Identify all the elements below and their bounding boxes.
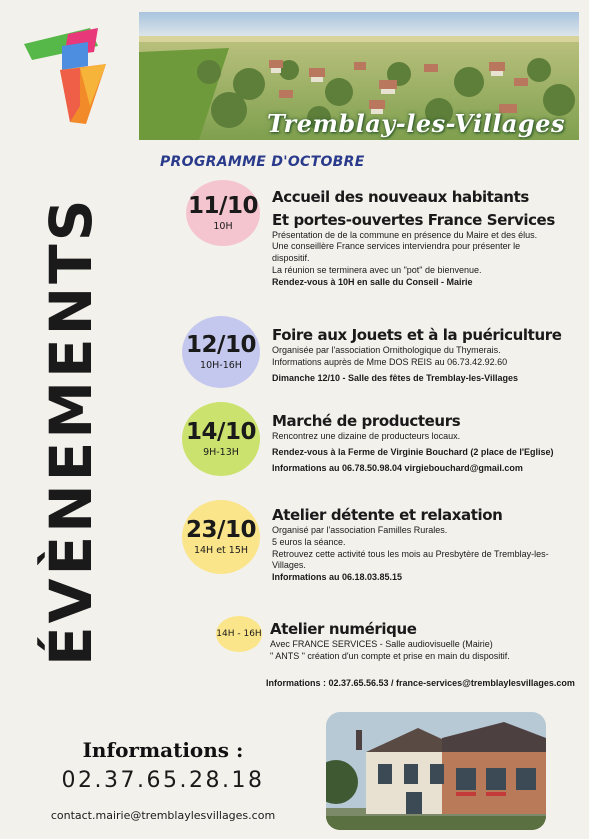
event-details (272, 326, 582, 384)
event-hours: 14H et 15H (193, 545, 249, 557)
event-details (272, 188, 582, 289)
event-details (270, 620, 580, 663)
event-description: 5 euros la séance. (272, 536, 346, 547)
event-hours: 9H-13H (203, 447, 239, 459)
event-description: Avec FRANCE SERVICES - Salle audiovisuelle (Mairie) (270, 638, 493, 649)
event-location: Dimanche 12/10 - Salle des fêtes de Tremblay-les-Villages (272, 372, 518, 383)
event-date: 12/10 (186, 331, 256, 358)
event-description: Organisé par l'association Familles Rurales. (272, 524, 448, 535)
events-vertical-title: ÉVÈNEMENTS (37, 196, 105, 666)
info-label: Informations : (82, 738, 244, 762)
event-contact: Informations au 06.78.50.98.04 virgiebouchard@gmail.com (272, 462, 523, 473)
event-description: " ANTS " création d'un compte et prise en main du dispositif. (270, 650, 510, 661)
event-location: Rendez-vous à la Ferme de Virginie Bouchard (2 place de l'Eglise) (272, 446, 554, 457)
event-title: Atelier numérique (270, 620, 417, 638)
event-hours: 10H (213, 221, 233, 233)
event-title: Marché de producteurs (272, 412, 461, 430)
event-hours: 14H - 16H (216, 629, 262, 639)
banner-title: Tremblay-les-Villages (266, 109, 565, 138)
event-contact: Informations : 02.37.65.56.53 / france-services@tremblaylesvillages.com (266, 678, 575, 688)
event-details (272, 412, 582, 474)
hours-badge (216, 616, 262, 652)
town-hall-photo (326, 712, 546, 830)
date-badge (186, 180, 260, 246)
village-aerial-photo (139, 12, 579, 140)
event-subtitle: Et portes-ouvertes France Services (272, 210, 555, 229)
event-description: Villages. (272, 560, 306, 571)
event-contact: Informations au 06.18.03.85.15 (272, 572, 403, 583)
info-phone: 02.37.65.28.18 (61, 768, 265, 793)
event-title: Atelier détente et relaxation (272, 506, 503, 524)
date-badge (182, 402, 260, 476)
event-description: Rencontrez une dizaine de producteurs locaux. (272, 430, 461, 441)
event-description: Une conseillère France services interviendra pour présenter le (272, 241, 521, 252)
event-date: 11/10 (188, 192, 258, 219)
program-title: PROGRAMME D'OCTOBRE (160, 154, 365, 170)
event-hours: 10H-16H (200, 360, 242, 372)
municipal-logo (24, 26, 116, 126)
date-badge (182, 500, 260, 574)
event-description: La réunion se terminera avec un "pot" de bienvenue. (272, 265, 482, 276)
event-location: Rendez-vous à 10H en salle du Conseil - Mairie (272, 277, 473, 287)
event-details (272, 506, 582, 584)
event-title: Accueil des nouveaux habitants (272, 188, 529, 206)
event-date: 23/10 (186, 516, 256, 543)
event-description: dispositif. (272, 253, 310, 264)
event-title: Foire aux Jouets et à la puériculture (272, 326, 562, 344)
info-email: contact.mairie@tremblaylesvillages.com (50, 809, 276, 822)
event-description: Informations auprès de Mme DOS REIS au 06.73.42.92.60 (272, 356, 508, 367)
event-description: Retrouvez cette activité tous les mois au Presbytère de Tremblay-les- (272, 548, 549, 559)
event-description: Organisée par l'association Ornithologique du Thymerais. (272, 344, 501, 355)
event-description: Présentation de de la commune en présence du Maire et des élus. (272, 229, 538, 240)
contact-info (18, 738, 308, 822)
date-badge (182, 316, 260, 388)
event-date: 14/10 (186, 418, 256, 445)
